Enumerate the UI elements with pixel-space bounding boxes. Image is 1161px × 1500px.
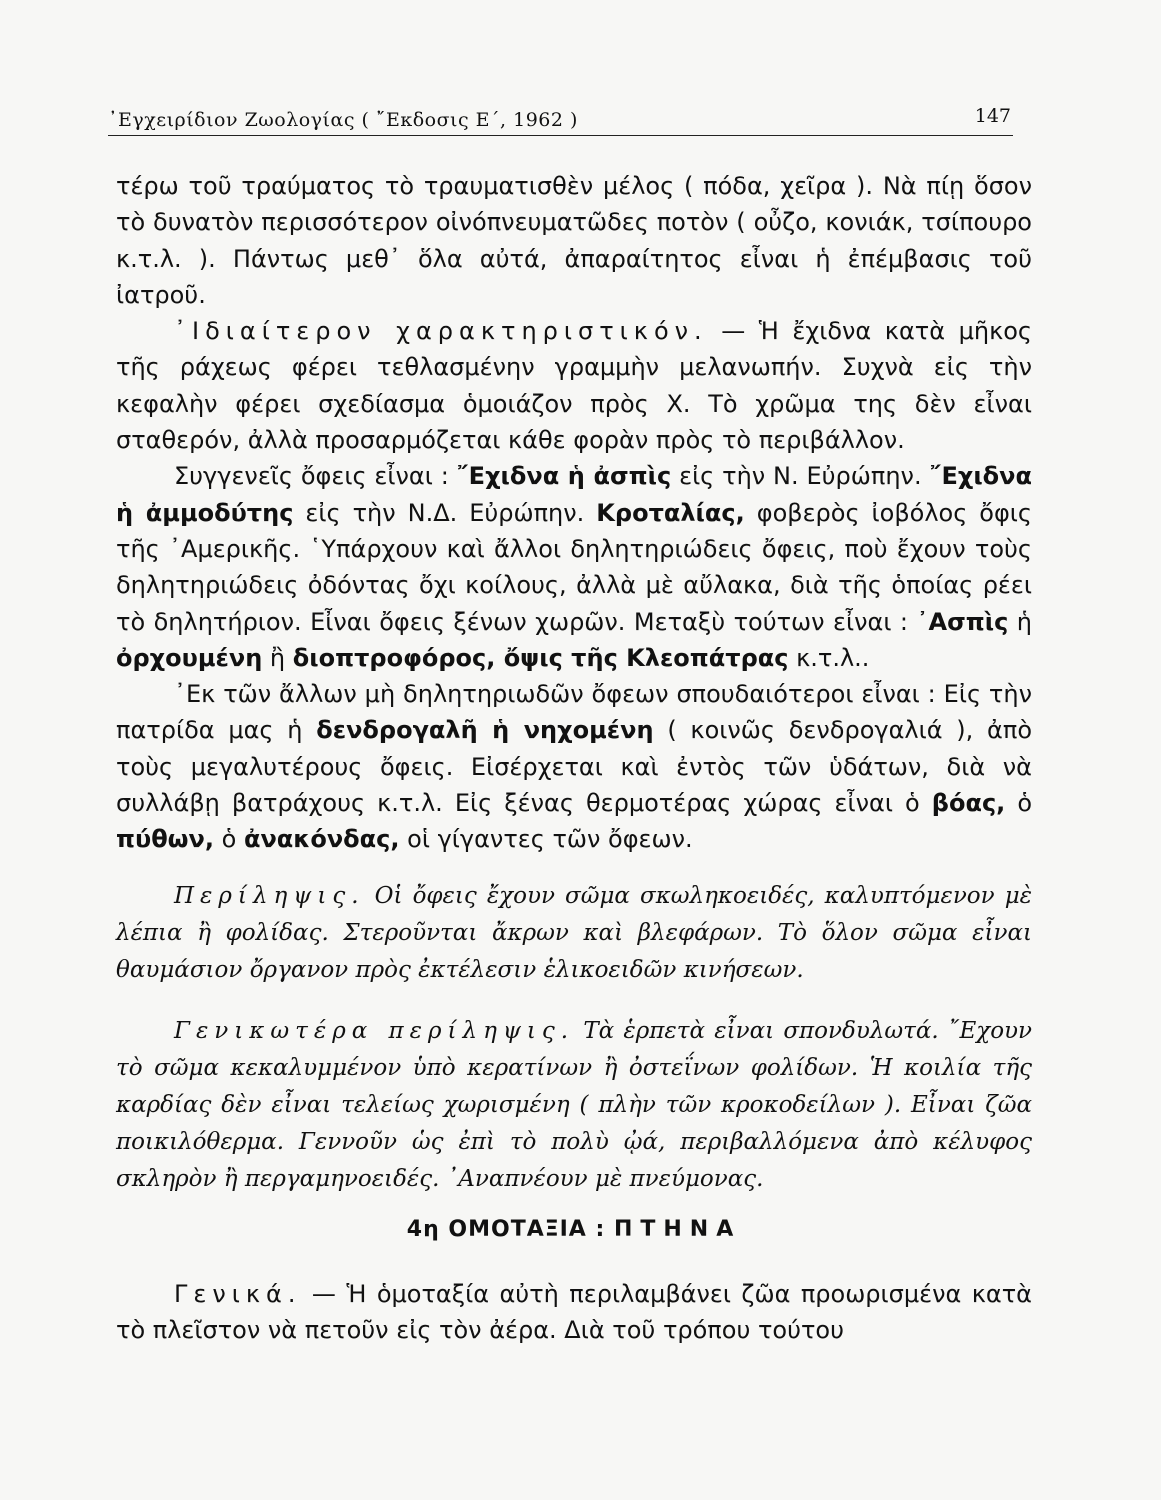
term-bold: ὀρχουμένη [116, 643, 263, 672]
section-lead: ᾿Ιδιαίτερον χαρακτηριστικόν. [174, 317, 708, 346]
paragraph-summary: Περίληψις. Οἱ ὄφεις ἔχουν σῶμα σκωληκοειδές, καλυπτόμενον μὲ λέπια ἢ φολίδας. Στεροῦνται ἄκρων καὶ βλεφάρων. Τὸ ὅλον σῶμα εἶναι θαυμάσιον ὄργανον πρὸς ἐκτέλεσιν ἑλικοειδῶν κινήσεων. [116, 882, 1032, 983]
term-bold: πύθων, [116, 825, 215, 854]
section-lead: Γενικά. [174, 1279, 302, 1308]
term-bold: δενδρογαλῆ ἡ νηχομένη [316, 716, 654, 745]
paragraph-characteristic: ᾿Ιδιαίτερον χαρακτηριστικόν. — Ἡ ἔχιδνα κατὰ μῆκος τῆς ράχεως φέρει τεθλασμένην γραμμὴν μελανωπήν. Συχνὰ εἰς τὴν κεφαλὴν φέρει σχεδίασμα ὁμοιάζον πρὸς Χ. Τὸ χρῶμα της δὲν εἶναι σταθερόν, ἀλλὰ προσαρμόζεται κάθε φορὰν πρὸς τὸ περιβάλλον. [116, 317, 1032, 455]
paragraph-first-aid: τέρω τοῦ τραύματος τὸ τραυματισθὲν μέλος ( πόδα, χεῖρα ). Νὰ πίῃ ὅσον τὸ δυνατὸν περισσότερον οἰνόπνευματῶδες ποτὸν ( οὖζο, κονιάκ, τσίπουρο κ.τ.λ. ). Πάντως μεθ᾿ ὅλα αὐτά, ἀπαραίτητος εἶναι ἡ ἐπέμβασις τοῦ ἰατροῦ. [116, 172, 1032, 309]
page-number: 147 [974, 105, 1011, 127]
section-lead: Γενικωτέρα περίληψις. [174, 1017, 575, 1044]
term-bold: Κροταλίας, [596, 498, 745, 527]
term-bold: βόας, [931, 789, 1006, 818]
page-body [116, 168, 1032, 1349]
running-header [108, 95, 1013, 136]
term-bold: ῎Εχιδνα ἡ ἀσπὶς [456, 462, 672, 491]
term-bold: ἀνακόνδας, [243, 825, 400, 854]
paragraph-general-summary: Γενικωτέρα περίληψις. Τὰ ἑρπετὰ εἶναι σπονδυλωτά. ῎Εχουν τὸ σῶμα κεκαλυμμένον ὑπὸ κερατίνων ἢ ὀστεΐνων φολίδων. Ἡ κοιλία τῆς καρδίας δὲν εἶναι τελείως χωρισμένη ( πλὴν τῶν κροκοδείλων ). Εἶναι ζῶα ποικιλόθερμα. Γεννοῦν ὡς ἐπὶ τὸ πολὺ ᾠά, περιβαλλόμενα ἀπὸ κέλυφος σκληρὸν ἢ περγαμηνοειδές. ᾿Αναπνέουν μὲ πνεύμονας. [116, 1017, 1032, 1192]
header-title: ᾿Εγχειρίδιον Ζωολογίας ( ῎Εκδοσις Ε΄, 1962 ) [108, 109, 578, 131]
term-bold: διοπτροφόρος, ὄψις τῆς Κλεοπάτρας [292, 643, 789, 672]
term-bold: ῎Εχιδνα ἡ ἀμμοδύτης [116, 462, 1032, 527]
paragraph-related-snakes: Συγγενεῖς ὄφεις εἶναι : ῎Εχιδνα ἡ ἀσπὶς εἰς τὴν Ν. Εὐρώπην. ῎Εχιδνα ἡ ἀμμοδύτης εἰς τὴν Ν.Δ. Εὐρώπην. Κροταλίας, φοβερὸς ἰοβόλος ὄφις τῆς ᾿Αμερικῆς. ῾Υπάρχουν καὶ ἄλλοι δηλητηριώδεις ὄφεις, ποὺ ἔχουν τοὺς δηλητηριώδεις ὀδόντας ὄχι κοίλους, ἀλλὰ μὲ αὔλακα, διὰ τῆς ὁποίας ρέει τὸ δηλητήριον. Εἶναι ὄφεις ξένων χωρῶν. Μεταξὺ τούτων εἶναι : ᾿Ασπὶς ἡ ὀρχουμένη ἢ διοπτροφόρος, ὄψις τῆς Κλεοπάτρας κ.τ.λ.. [116, 462, 1033, 672]
term-bold: ᾿Ασπὶς [916, 607, 1009, 636]
section-lead: Περίληψις. [174, 882, 365, 909]
class-heading: 4η ΟΜΟΤΑΞΙΑ : ΠΤΗΝΑ [406, 1216, 742, 1242]
paragraph-nonvenomous: ᾿Εκ τῶν ἄλλων μὴ δηλητηριωδῶν ὄφεων σπουδαιότεροι εἶναι : Εἰς τὴν πατρίδα μας ἡ δενδρογαλῆ ἡ νηχομένη ( κοινῶς δενδρογαλιά ), ἀπὸ τοὺς μεγαλυτέρους ὄφεις. Εἰσέρχεται καὶ ἐντὸς τῶν ὑδάτων, διὰ νὰ συλλάβῃ βατράχους κ.τ.λ. Εἰς ξένας θερμοτέρας χώρας εἶναι ὁ βόας, ὁ πύθων, ὁ ἀνακόνδας, οἱ γίγαντες τῶν ὄφεων. [116, 680, 1033, 854]
paragraph-birds-general: Γενικά. — Ἡ ὁμοταξία αὐτὴ περιλαμβάνει ζῶα προωρισμένα κατὰ τὸ πλεῖστον νὰ πετοῦν εἰς τὸν ἀέρα. Διὰ τοῦ τρόπου τούτου [116, 1279, 1032, 1345]
